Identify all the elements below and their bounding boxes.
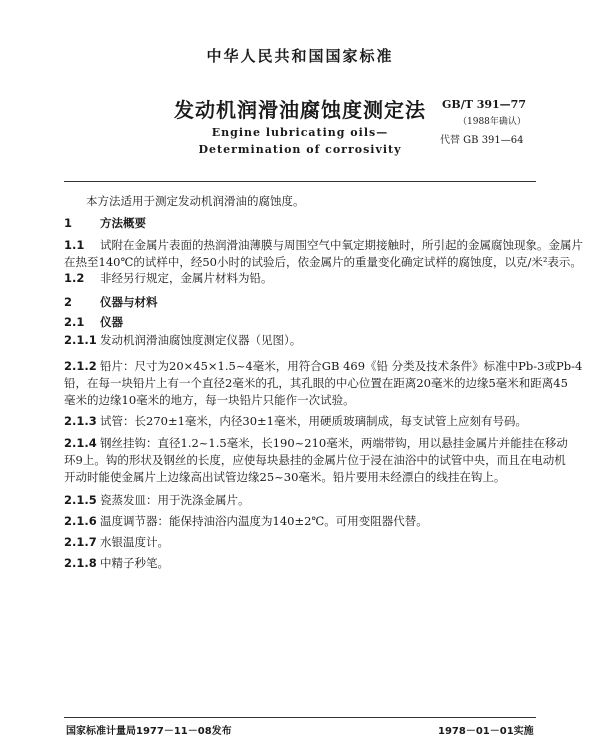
english-title-line1: Engine lubricating oils— [211, 126, 389, 139]
paragraph-text: 瓷蒸发皿：用于洗涤金属片。 [100, 493, 250, 507]
paragraph-number: 2.1.7 [64, 535, 97, 549]
subsection-number: 2.1 [64, 315, 85, 329]
paragraph-text: 水银温度计。 [100, 535, 169, 549]
paragraph-2-1-3 [64, 413, 527, 429]
section-1-heading [64, 215, 146, 231]
paragraph-number: 2.1.4 [64, 436, 97, 450]
section-1-number: 1 [64, 216, 73, 230]
paragraph-2-1-2-line3: 毫米的边缘10毫米的地方，每一块铅片只能作一次试验。 [64, 393, 355, 407]
paragraph-2-1-2-line2: 铅，在每一块铅片上有一个直径2毫米的孔，其孔眼的中心位置在距离20毫米的边缘5毫米和距离45 [64, 376, 568, 390]
paragraph-2-1-1 [64, 332, 301, 348]
paragraph-2-1-6 [64, 513, 428, 529]
footer-divider [64, 717, 536, 718]
standard-authority: 中华人民共和国国家标准 [206, 47, 394, 65]
subsection-2-1-heading [64, 314, 123, 330]
paragraph-text: 温度调节器：能保持油浴内温度为140±2℃。可用变阻器代替。 [100, 514, 428, 528]
english-title-line2: Determination of corrosivity [198, 143, 402, 156]
issue-info: 国家标准计量局1977－11－08发布 [66, 726, 232, 737]
paragraph-text: 钢丝挂钩：直径1.2~1.5毫米，长190~210毫米，两端带钩，用以悬挂金属片并能挂在移动 [100, 436, 568, 450]
paragraph-number: 2.1.2 [64, 359, 97, 373]
paragraph-text: 中精子秒笔。 [100, 556, 169, 570]
paragraph-text: 非经另行规定，金属片材料为铅。 [100, 271, 273, 285]
paragraph-number: 2.1.6 [64, 514, 97, 528]
paragraph-2-1-4 [64, 435, 568, 451]
standard-code-note: （1988年确认） [458, 117, 526, 127]
paragraph-2-1-4-line3: 开动时能使金属片上边缘高出试管边缘25~30毫米。铅片要用未经漂白的线挂在钩上。 [64, 470, 506, 484]
paragraph-1-1-line2: 在热至140℃的试样中，经50小时的试验后，依金属片的重量变化确定试样的腐蚀度，以克/米²表示。 [64, 255, 582, 269]
paragraph-number: 2.1.1 [64, 333, 97, 347]
document-title: 发动机润滑油腐蚀度测定法 [174, 98, 426, 122]
section-2-title: 仪器与材料 [100, 295, 158, 309]
paragraph-1-2 [64, 270, 273, 286]
header-divider [64, 181, 536, 182]
paragraph-text: 试管：长270±1毫米，内径30±1毫米，用硬质玻璃制成，每支试管上应刻有号码。 [100, 414, 527, 428]
paragraph-2-1-8 [64, 555, 169, 571]
paragraph-2-1-4-line2: 环9上。钩的形状及钢丝的长度，应使每块悬挂的金属片位于浸在油浴中的试管中央，而且在电动机 [64, 453, 566, 467]
paragraph-number: 2.1.3 [64, 414, 97, 428]
subsection-title: 仪器 [100, 315, 123, 329]
section-2-heading [64, 294, 158, 310]
paragraph-number: 1.1 [64, 238, 85, 252]
paragraph-2-1-5 [64, 492, 250, 508]
standard-code: GB/T 391—77 [442, 98, 526, 111]
paragraph-number: 2.1.8 [64, 556, 97, 570]
intro-paragraph: 本方法适用于测定发动机润滑油的腐蚀度。 [86, 194, 305, 208]
paragraph-number: 1.2 [64, 271, 85, 285]
section-1-title: 方法概要 [100, 216, 146, 230]
paragraph-1-1 [64, 237, 583, 253]
paragraph-2-1-2 [64, 358, 582, 374]
replaces-standard: 代替 GB 391—64 [440, 135, 524, 146]
effective-date: 1978－01－01实施 [438, 726, 534, 737]
paragraph-text: 发动机润滑油腐蚀度测定仪器（见图）。 [100, 333, 302, 347]
section-2-number: 2 [64, 295, 73, 309]
paragraph-text: 铅片：尺寸为20×45×1.5~4毫米，用符合GB 469《铅 分类及技术条件》标准中Pb-3或Pb-4 [100, 359, 583, 373]
paragraph-2-1-7 [64, 534, 169, 550]
paragraph-text: 试附在金属片表面的热润滑油薄膜与周围空气中氧定期接触时，所引起的金属腐蚀现象。金属片 [100, 238, 583, 252]
paragraph-number: 2.1.5 [64, 493, 97, 507]
